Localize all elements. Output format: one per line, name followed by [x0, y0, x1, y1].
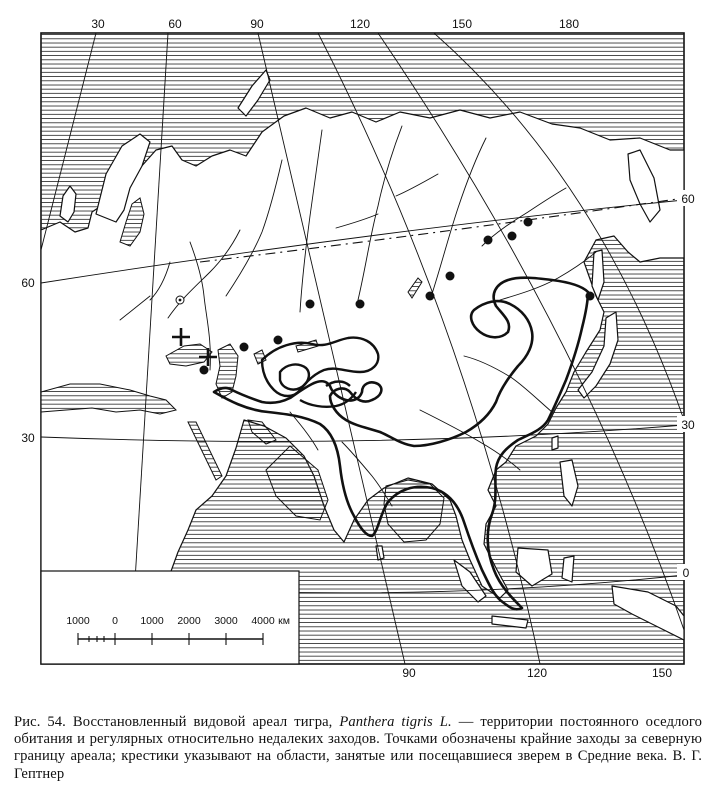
- scale-tick-label: 2000: [177, 615, 201, 627]
- record-dot: [426, 292, 435, 301]
- scale-unit: км: [278, 615, 290, 627]
- record-dot: [586, 292, 595, 301]
- scale-tick-label: 1000: [140, 615, 164, 627]
- lat-label: 30: [21, 431, 35, 445]
- scale-tick-label: 1000: [66, 615, 90, 627]
- species-name: Panthera tigris L.: [339, 714, 452, 730]
- bottom-longitude-labels: [402, 666, 672, 680]
- lon-label: 120: [526, 666, 548, 680]
- scale-bar: [41, 571, 299, 664]
- lon-label: 30: [91, 17, 105, 31]
- top-longitude-labels: [91, 17, 579, 31]
- record-dot: [240, 343, 249, 352]
- lon-label: 150: [451, 17, 473, 31]
- lat-label: 60: [681, 192, 695, 206]
- lon-label: 120: [349, 17, 371, 31]
- scale-tick-label: 4000: [251, 615, 275, 627]
- lon-label: 60: [168, 17, 182, 31]
- scale-tick-label: 3000: [214, 615, 238, 627]
- lat-label: 0: [682, 566, 690, 580]
- lat-label: 60: [21, 276, 35, 290]
- lat-label: 30: [681, 418, 695, 432]
- lon-label: 150: [651, 666, 673, 680]
- lon-label: 90: [402, 666, 416, 680]
- left-latitude-labels: [21, 276, 35, 445]
- caption-prefix: Рис. 54. Восстановленный видовой ареал тигра,: [14, 714, 340, 730]
- record-dot: [484, 236, 493, 245]
- scale-tick-label: 0: [112, 615, 118, 627]
- figure-caption: [14, 714, 702, 783]
- taiwan: [552, 436, 558, 450]
- record-dot: [200, 366, 209, 375]
- record-dot: [524, 218, 533, 227]
- record-dot: [356, 300, 365, 309]
- sulawesi: [562, 556, 574, 582]
- record-dot: [446, 272, 455, 281]
- record-dot: [306, 300, 315, 309]
- record-dot: [274, 336, 283, 345]
- lon-label: 90: [250, 17, 264, 31]
- city-marker: [176, 296, 184, 304]
- caption-body: — территории постоянного оседлого обитания и регулярных относительно недалеких заходов. Точками обозначены крайние заходы за северную границу ареала; крестики указывают на области, занятые или посещавшиеся зверем в Средние века. В. Г. Гептнер: [14, 714, 702, 782]
- record-dot: [508, 232, 517, 241]
- lon-label: 180: [558, 17, 580, 31]
